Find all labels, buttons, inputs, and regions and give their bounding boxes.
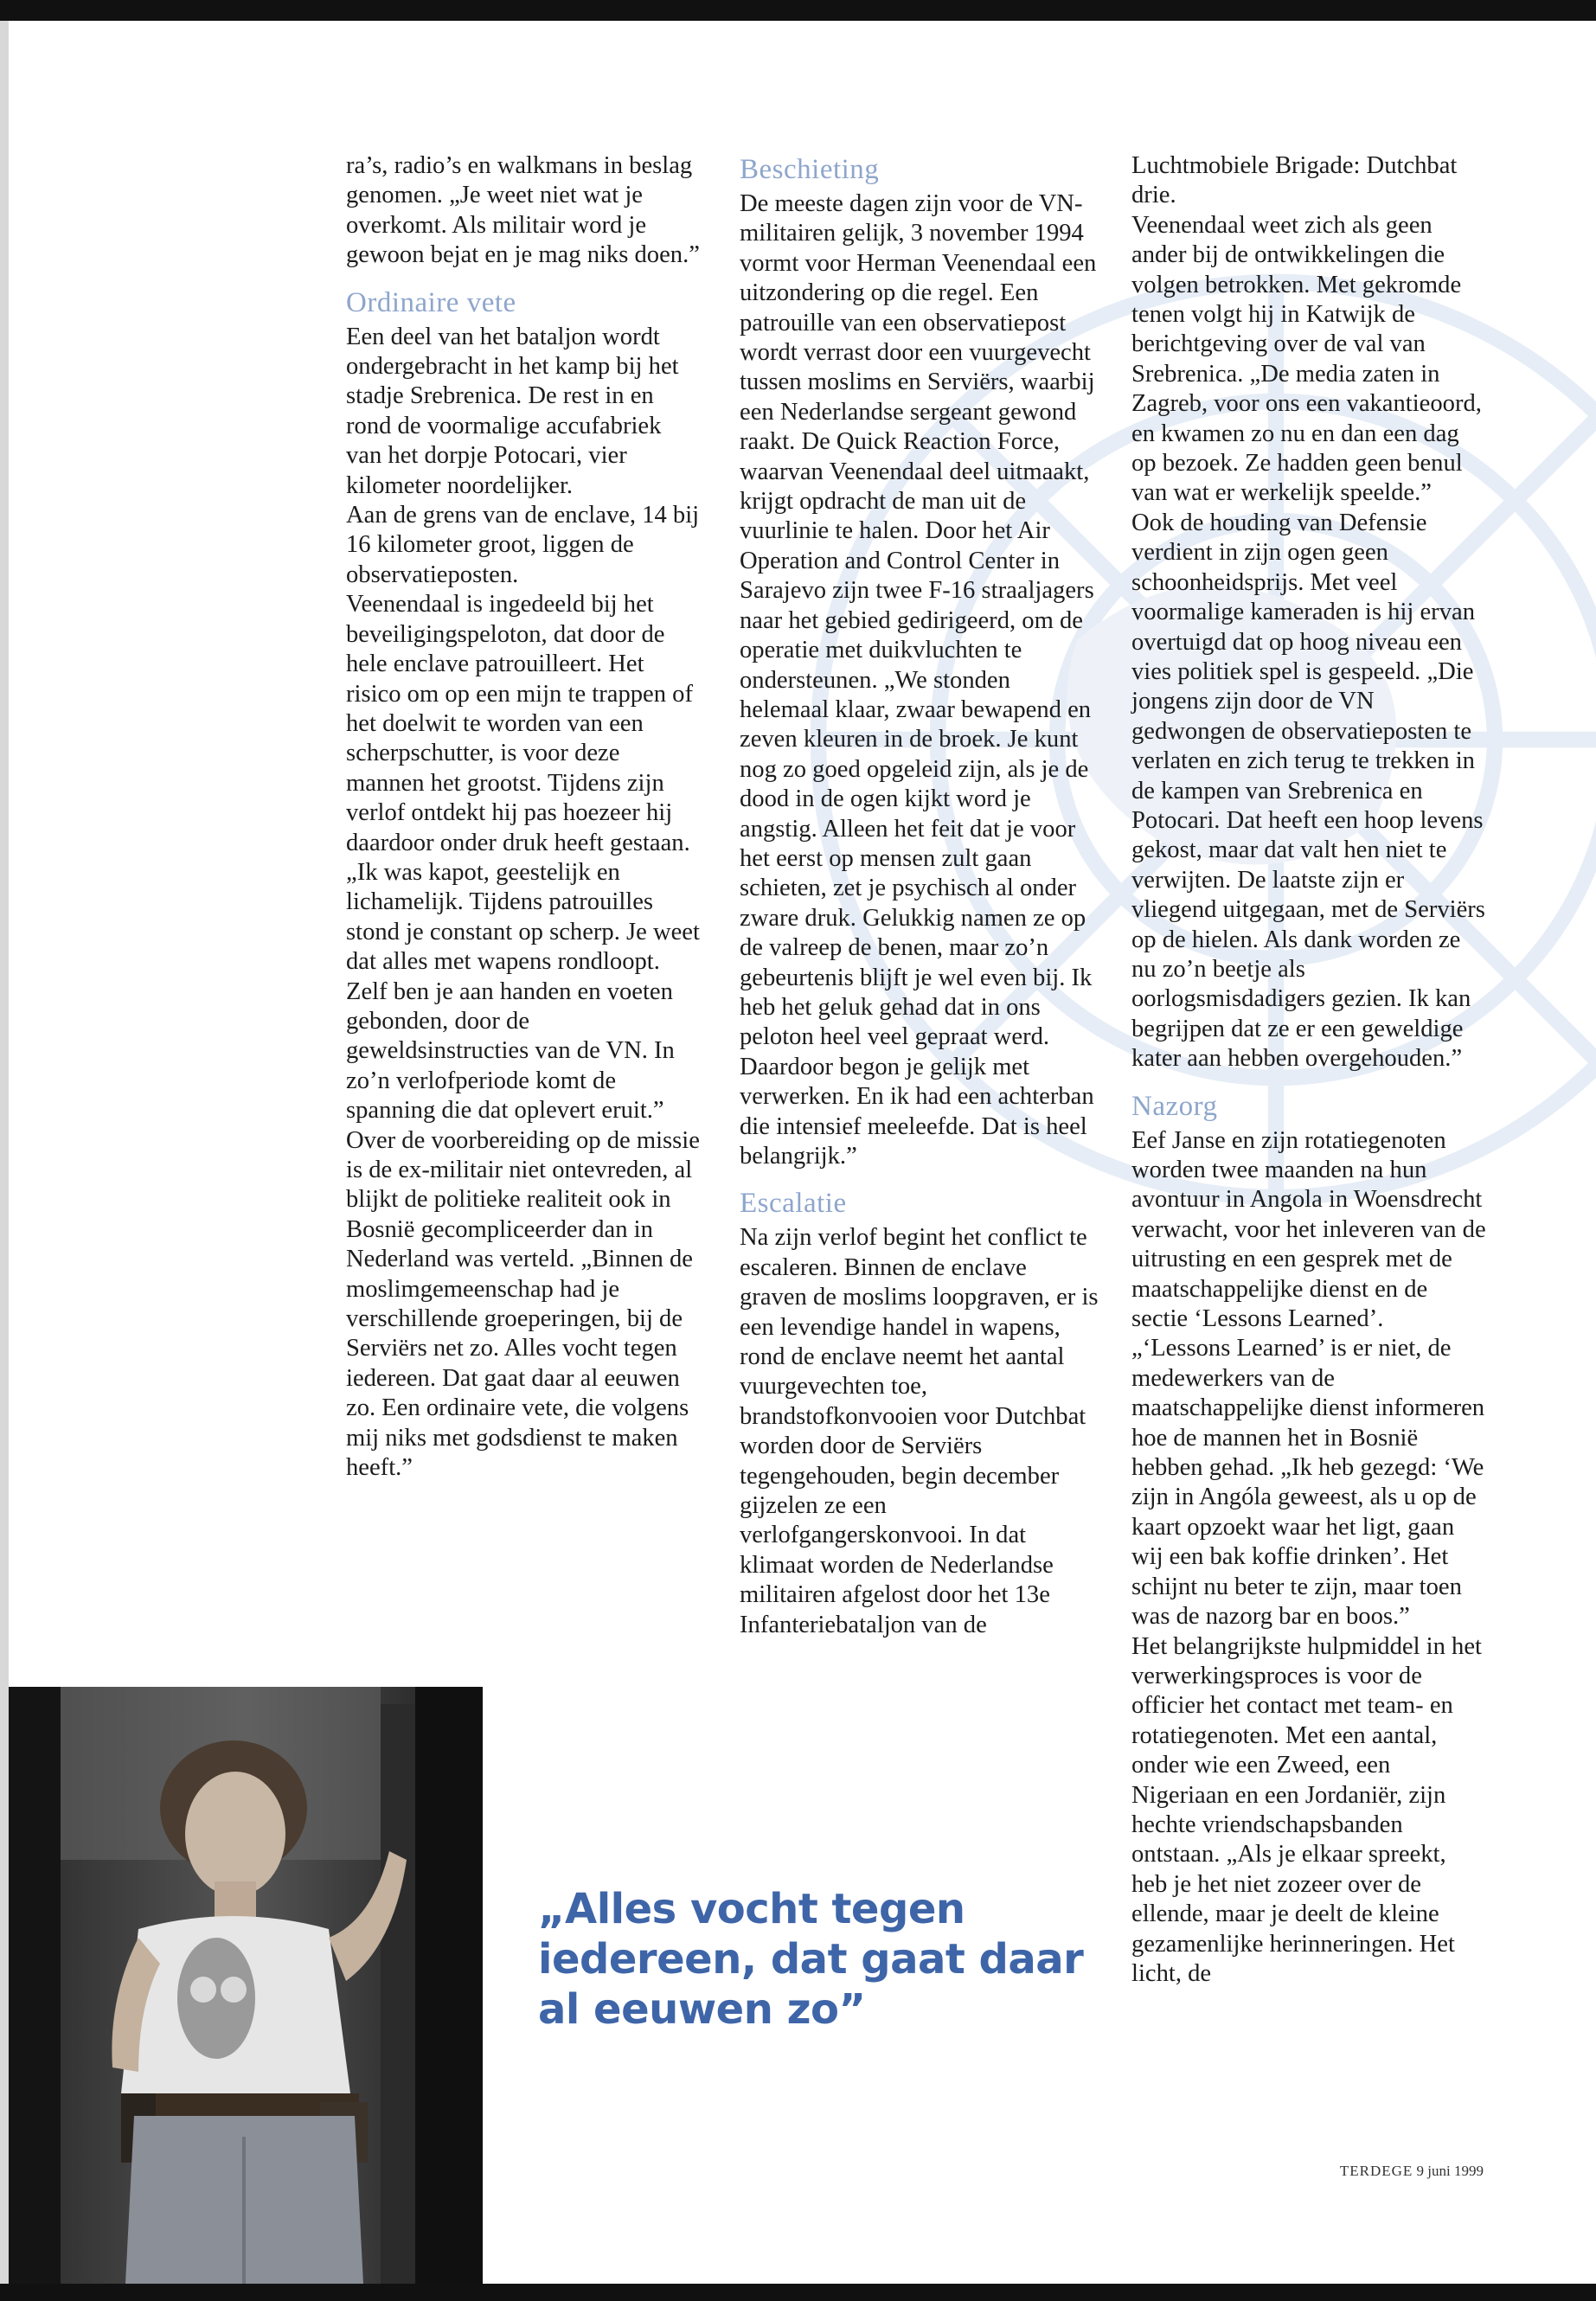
pull-quote: „Alles vocht tegen iedereen, dat gaat daar al eeuwen zo” [538,1885,1084,2034]
paragraph: Het belangrijkste hulpmiddel in het verwerkingsproces is voor de officier het contact met team- en rotatiegenoten. Met een aantal, onder wie een Zweed, een Nigeriaan en een Jordaniër, zijn hechte vriendschapsbanden ontstaan. „Als je elkaar spreekt, heb je het niet zozeer over de ellende, maar je deelt de kleine gezamenlijke herinneringen. Het licht, de [1131,1632,1482,1987]
paragraph: Luchtmobiele Brigade: Dutchbat drie. [1131,152,1458,209]
paragraph: Een deel van het bataljon wordt ondergebracht in het kamp bij het stadje Srebrenica. De rest in en rond de voormalige accufabriek van het dorpje Potocari, vier kilometer noordelijker. [346,323,679,499]
paragraph: Aan de grens van de enclave, 14 bij 16 kilometer groot, liggen de observatieposten. [346,502,700,588]
paragraph: Na zijn verlof begint het conflict te escaleren. Binnen de enclave graven de moslims loopgraven, er is een levendige handel in wapens, rond de enclave neemt het aantal vuurgevechten toe, brandstofkonvooien voor Dutchbat worden door de Serviërs tegengehouden, begin december gijzelen ze een verlofgangerskonvooi. In dat klimaat worden de Nederlandse militairen afgelost door het 13e Infanteriebataljon van de [740,1224,1099,1638]
subheading-escalatie: Escalatie [740,1188,847,1220]
man-in-doorway-photo-icon [9,1687,483,2284]
paragraph: De meeste dagen zijn voor de VN-militairen gelijk, 3 november 1994 vormt voor Herman Veenendaal een uitzondering op die regel. Een patrouille van een observatiepost wordt verrast door een vuurgevecht tussen moslims en Serviërs, waarbij een Nederlandse sergeant gewond raakt. De Quick Reaction Force, waarvan Veenendaal deel uitmaakt, krijgt opdracht de man uit de vuurlinie te halen. Door het Air Operation and Control Center in Sarajevo zijn twee F-16 straaljagers naar het gebied gedirigeerd, om de operatie met duikvluchten te ondersteunen. „We stonden helemaal klaar, zwaar bewapend en zeven kleuren in de broek. Je kunt nog zo goed opgeleid zijn, als je de dood in de ogen kijkt word je angstig. Alleen het feit dat je voor het eerst op mensen zult gaan schieten, zet je psychisch al onder zware druk. Gelukkig namen ze op de valreep de benen, maar zo’n gebeurtenis blijft je wel even bij. Ik heb het geluk gehad dat in ons peloton heel veel gepraat werd. Daardoor begon je gelijk met verwerken. En ik had een achterban die intensief meeleefde. Dat is heel belangrijk.” [740,190,1097,1170]
paragraph: Over de voorbereiding op de missie is de ex-militair niet ontevreden, al blijkt de politieke realiteit ook in Bosnië gecompliceerder dan in Nederland was verteld. „Binnen de moslimgemeenschap had je verschillende groeperingen, bij de Serviërs net zo. Alles vocht tegen iedereen. Dat gaat daar al eeuwen zo. Een ordinaire vete, die volgens mij niks met godsdienst te maken heeft.” [346,1126,700,1482]
subheading-ordinaire-vete: Ordinaire vete [346,286,516,318]
issue-date: 9 juni 1999 [1416,2163,1484,2179]
paragraph: Eef Janse en zijn rotatiegenoten worden twee maanden na hun avontuur in Angola in Woensdrecht verwacht, voor het inleveren van de uitrusting en een gesprek met de maatschappelijke dienst en de sectie ‘Lessons Learned’. „‘Lessons Learned’ is er niet, de medewerkers van de maatschappelijke dienst informeren hoe de mannen het in Bosnië hebben gehad. „Ik heb gezegd: ‘We zijn in Angóla geweest, als u op de kaart opzoekt waar het ligt, gaan wij een bak koffie drinken’. Het schijnt nu beter te zijn, maar toen was de nazorg bar en boos.” [1131,1126,1486,1631]
bottom-border [0,2284,1596,2301]
left-scan-edge [0,21,9,2284]
article-column-1 [346,151,701,1483]
top-border [0,0,1596,21]
magazine-name: TERDEGE [1339,2163,1413,2179]
paragraph: Veenendaal is ingedeeld bij het beveiligingspeloton, dat door de hele enclave patrouilleert. Het risico om op een mijn te trappen of het doelwit te worden van een scherpschutter, is voor deze mannen het grootst. Tijdens zijn verlof ontdekt hij pas hoezeer hij daardoor onder druk heeft gestaan. „Ik was kapot, geestelijk en lichamelijk. Tijdens patrouilles stond je constant op scherp. Je weet dat alles met wapens rondloopt. Zelf ben je aan handen en voeten gebonden, door de geweldsinstructies van de VN. In zo’n verlofperiode komt de spanning die dat oplevert eruit.” [346,591,700,1125]
subheading-beschieting: Beschieting [740,154,880,185]
article-column-2 [740,151,1099,1640]
paragraph: ra’s, radio’s en walkmans in beslag genomen. „Je weet niet wat je overkomt. Als militair word je gewoon bejat en je mag niks doen.” [346,152,700,269]
portrait-photo [9,1687,483,2284]
paragraph: Veenendaal weet zich als geen ander bij de ontwikkelingen die volgen betrokken. Met gekromde tenen volgt hij in Katwijk de berichtgeving over de val van Srebrenica. „De media zaten in Zagreb, voor ons een vakantieoord, en kwamen zo nu en dan een dag op bezoek. Ze hadden geen benul van wat er werkelijk speelde.” [1131,211,1482,507]
paragraph: Ook de houding van Defensie verdient in zijn ogen geen schoonheidsprijs. Met veel voormalige kameraden is hij ervan overtuigd dat op hoog niveau een vies politiek spel is gespeeld. „Die jongens zijn door de VN gedwongen de observatieposten te verlaten en zich terug te trekken in de kampen van Srebrenica en Potocari. Dat heeft een hoop levens gekost, maar dat valt hen niet te verwijten. De laatste zijn er vliegend uitgegaan, met de Serviërs op de hielen. Als dank worden ze nu zo’n beetje als oorlogsmisdadigers gezien. Ik kan begrijpen dat ze er een geweldige kater aan hebben overgehouden.” [1131,509,1485,1073]
page-footer [1302,2163,1484,2180]
subheading-nazorg: Nazorg [1131,1090,1218,1122]
article-column-3 [1131,151,1486,1989]
